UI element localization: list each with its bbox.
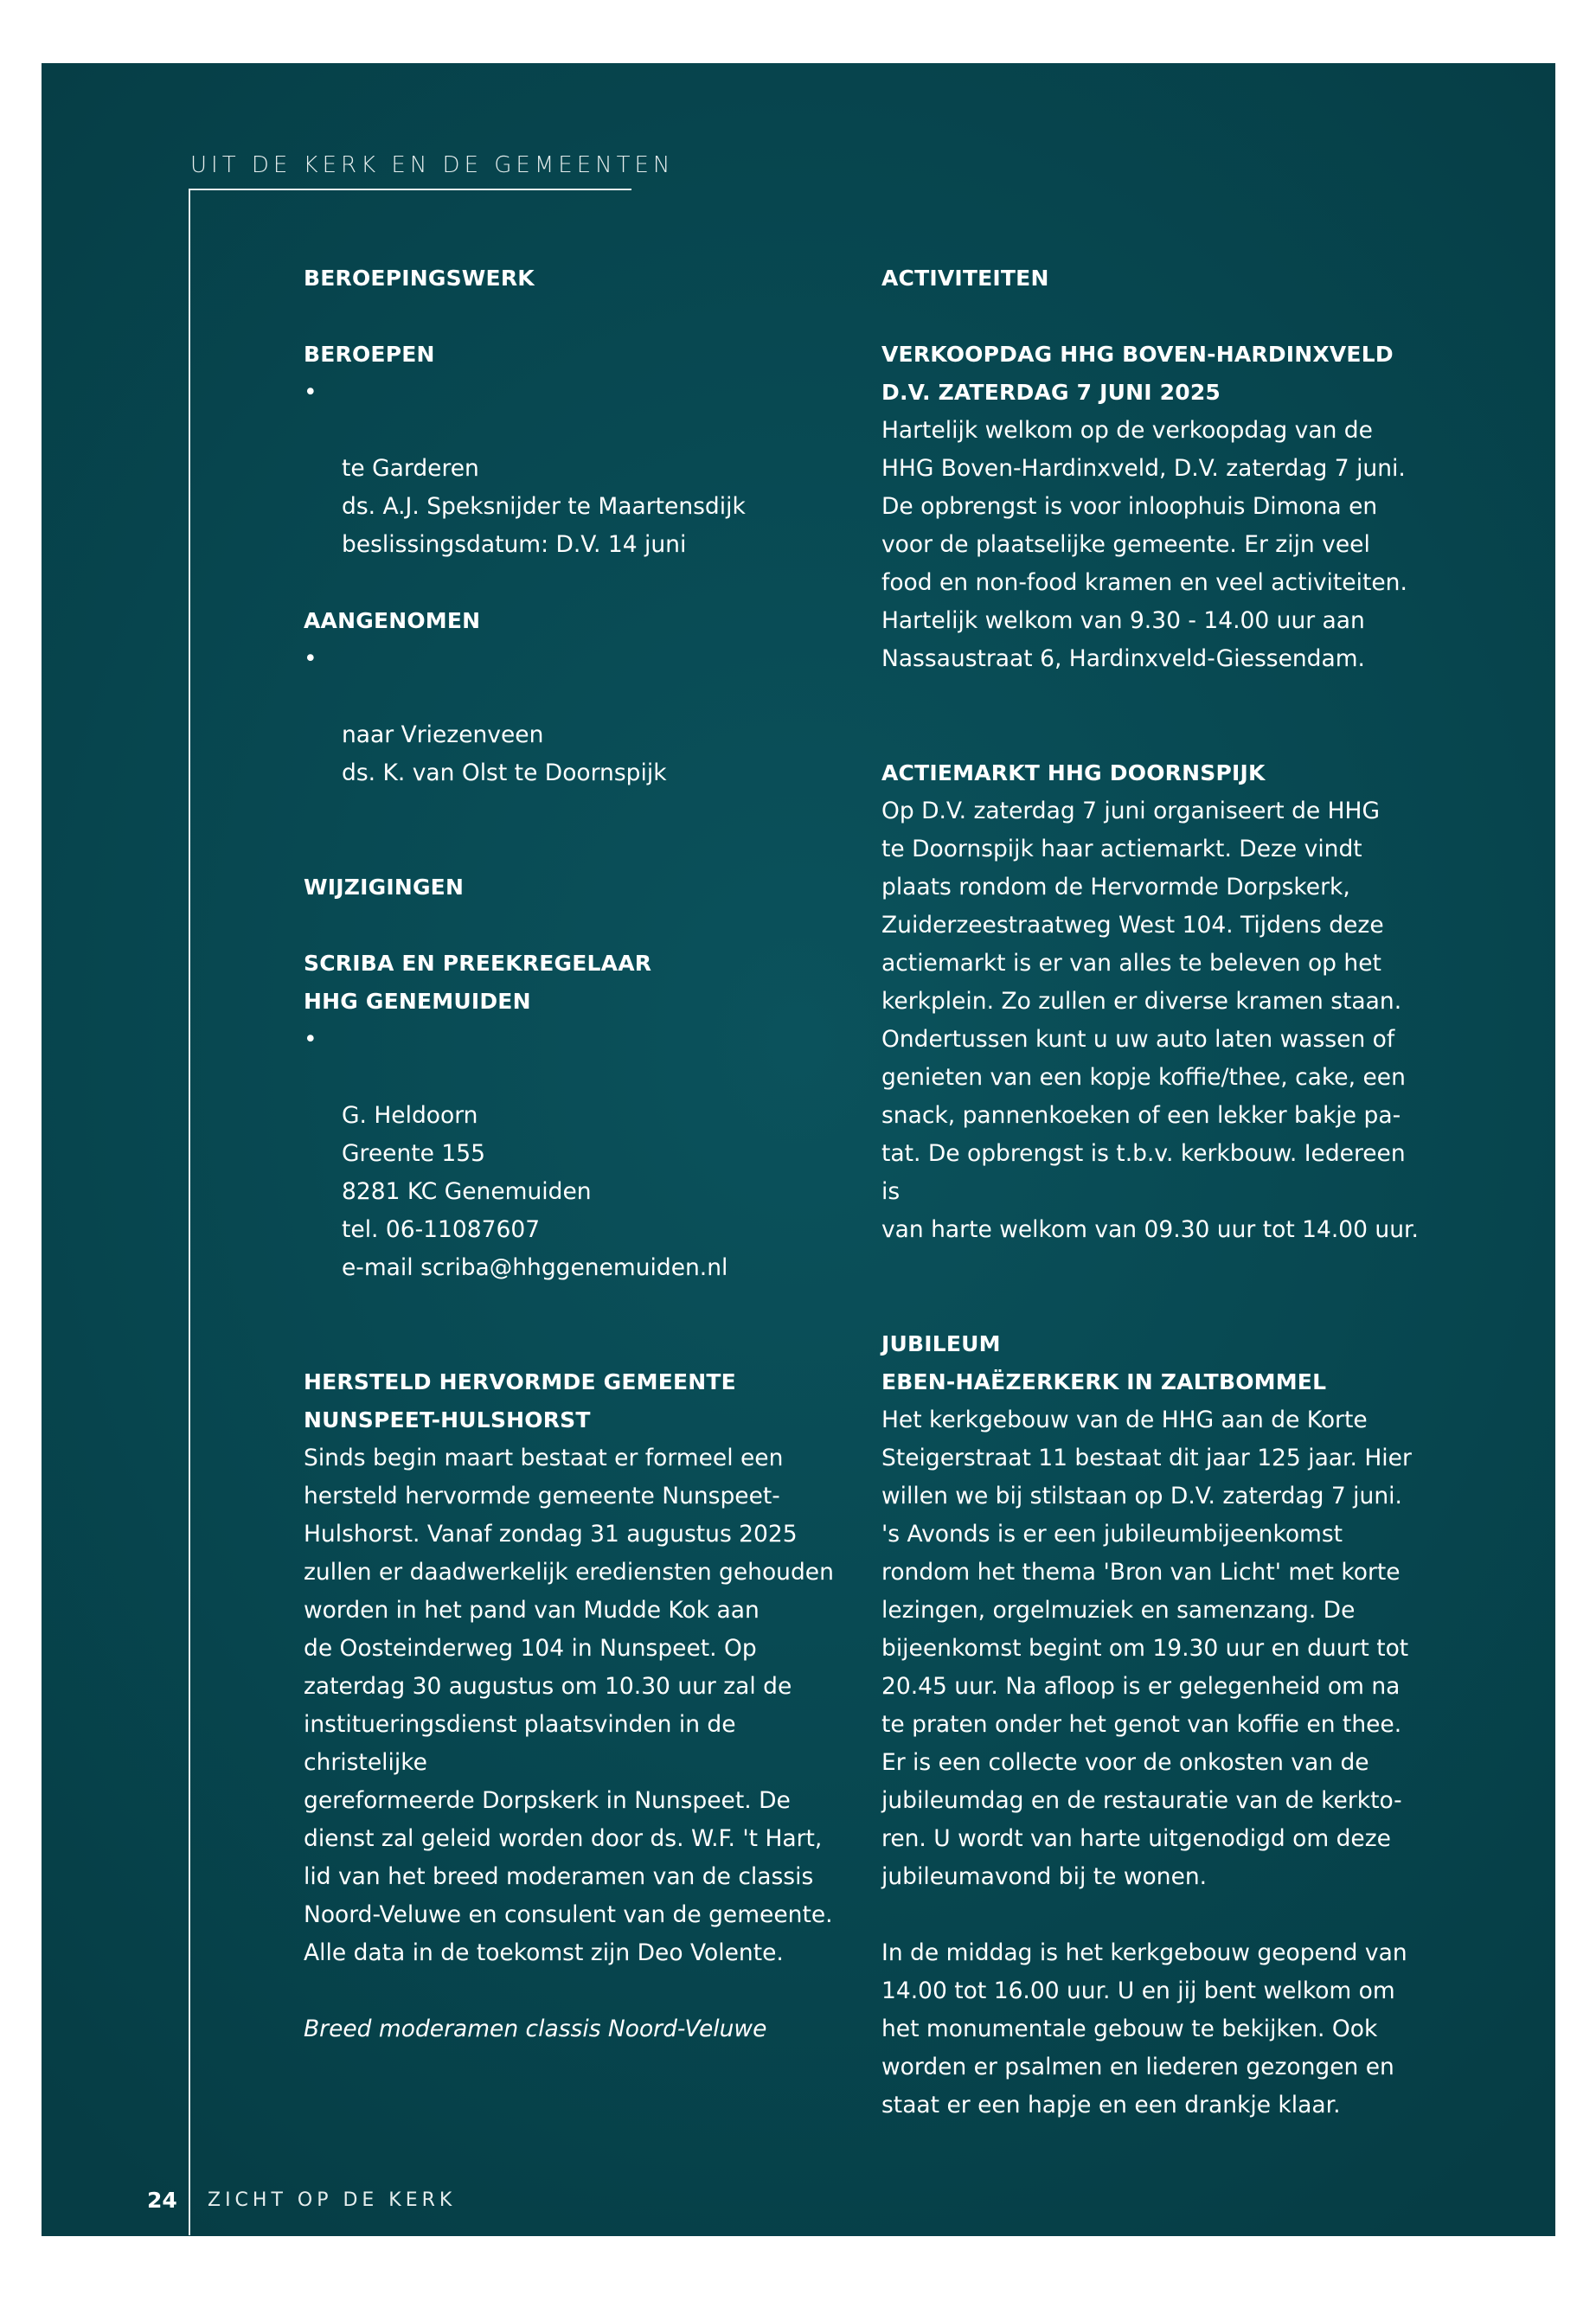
scriba-item <box>304 1021 840 1287</box>
aangenomen-heading: AANGENOMEN <box>304 608 481 633</box>
left-column <box>304 260 840 2048</box>
activiteiten-heading: ACTIVITEITEN <box>881 266 1049 291</box>
wijzigingen-heading: WIJZIGINGEN <box>304 875 465 900</box>
beroepen-heading: BEROEPEN <box>304 342 435 367</box>
bullet-icon: • <box>304 1026 317 1053</box>
bullet-icon: • <box>304 379 317 406</box>
jubileum-body-2: In de middag is het kerkgebouw geopend van 14.00 tot 16.00 uur. U en jij bent welkom om het monumentale gebouw te bekijken. Ook worden er psalmen en liederen gezongen en staat er een hapje en een drankje klaar. <box>881 1939 1407 2118</box>
right-column <box>881 260 1422 2125</box>
beroepen-item-text: te Garderen ds. A.J. Speksnijder te Maartensdijk beslissingsdatum: D.V. 14 juni <box>342 455 746 558</box>
beroepingswerk-heading: BEROEPINGSWERK <box>304 266 535 291</box>
page-edge-tab <box>1555 1048 1596 2301</box>
hersteld-signature: Breed moderamen classis Noord-Veluwe <box>304 2016 767 2042</box>
bullet-icon: • <box>304 645 317 672</box>
verkoopdag-body: Hartelijk welkom op de verkoopdag van de HHG Boven-Hardinxveld, D.V. zaterdag 7 juni. De opbrengst is voor inloophuis Dimona en voor de plaatselijke gemeente. Er zijn veel food en non-food kramen en veel activiteiten. Hartelijk welkom van 9.30 - 14.00 uur aan Nassaustraat 6, Hardinxveld-Giessendam. <box>881 417 1407 672</box>
jubileum-body: Het kerkgebouw van de HHG aan de Korte Steigerstraat 11 bestaat dit jaar 125 jaar. Hier willen we bij stilstaan op D.V. zaterdag 7 juni. 's Avonds is er een jubileumbijeenkomst rondom het thema 'Bron van Licht' met korte lezingen, orgelmuziek en samenzang. De bijeenkomst begint om 19.30 uur en duurt tot 20.45 uur. Na afloop is er gelegenheid om na te praten onder het genot van koffie en thee. Er is een collecte voor de onkosten van de jubileumdag en de restauratie van de kerkto- ren. U wordt van harte uitgenodigd om deze jubileumavond bij te wonen. <box>881 1407 1412 1890</box>
page-number: 24 <box>147 2188 177 2213</box>
magazine-title: ZICHT OP DE KERK <box>208 2189 457 2211</box>
aangenomen-item <box>304 640 840 792</box>
scriba-item-text: G. Heldoorn Greente 155 8281 KC Genemuiden tel. 06-11087607 e-mail scriba@hhggenemuiden.nl <box>342 1102 728 1281</box>
margin-rule <box>189 189 190 2235</box>
aangenomen-item-text: naar Vriezenveen ds. K. van Olst te Doornspijk <box>342 721 667 786</box>
verkoopdag-heading: VERKOOPDAG HHG BOVEN-HARDINXVELD D.V. ZATERDAG 7 JUNI 2025 <box>881 342 1394 405</box>
hersteld-heading: HERSTELD HERVORMDE GEMEENTE NUNSPEET-HULSHORST <box>304 1369 736 1433</box>
beroepen-item <box>304 374 840 564</box>
actiemarkt-body: Op D.V. zaterdag 7 juni organiseert de HHG te Doornspijk haar actiemarkt. Deze vindt plaats rondom de Hervormde Dorpskerk, Zuiderzeestraatweg West 104. Tijdens deze actiemarkt is er van alles te beleven op het kerkplein. Zo zullen er diverse kramen staan. Ondertussen kunt u uw auto laten wassen of genieten van een kopje koffie/thee, cake, een snack, pannenkoeken of een lekker bakje pa- tat. De opbrengst is t.b.v. kerkbouw. Iedereen is van harte welkom van 09.30 uur tot 14.00 uur. <box>881 798 1419 1243</box>
jubileum-heading: JUBILEUM EBEN-HAËZERKERK IN ZALTBOMMEL <box>881 1331 1327 1394</box>
scriba-heading: SCRIBA EN PREEKREGELAAR HHG GENEMUIDEN <box>304 951 652 1014</box>
section-underline <box>189 189 631 190</box>
hersteld-body: Sinds begin maart bestaat er formeel een hersteld hervormde gemeente Nunspeet- Hulshorst. Vanaf zondag 31 augustus 2025 zullen er daadwerkelijk erediensten gehouden worden in het pand van Mudde Kok aan de Oosteinderweg 104 in Nunspeet. Op zaterdag 30 augustus om 10.30 uur zal de institueringsdienst plaatsvinden in de christelijke gereformeerde Dorpskerk in Nunspeet. De dienst zal geleid worden door ds. W.F. 't Hart, lid van het breed moderamen van de classis Noord-Veluwe en consulent van de gemeente. Alle data in de toekomst zijn Deo Volente. <box>304 1445 834 1966</box>
section-label: UIT DE KERK EN DE GEMEENTEN <box>190 152 675 178</box>
actiemarkt-heading: ACTIEMARKT HHG DOORNSPIJK <box>881 760 1266 785</box>
